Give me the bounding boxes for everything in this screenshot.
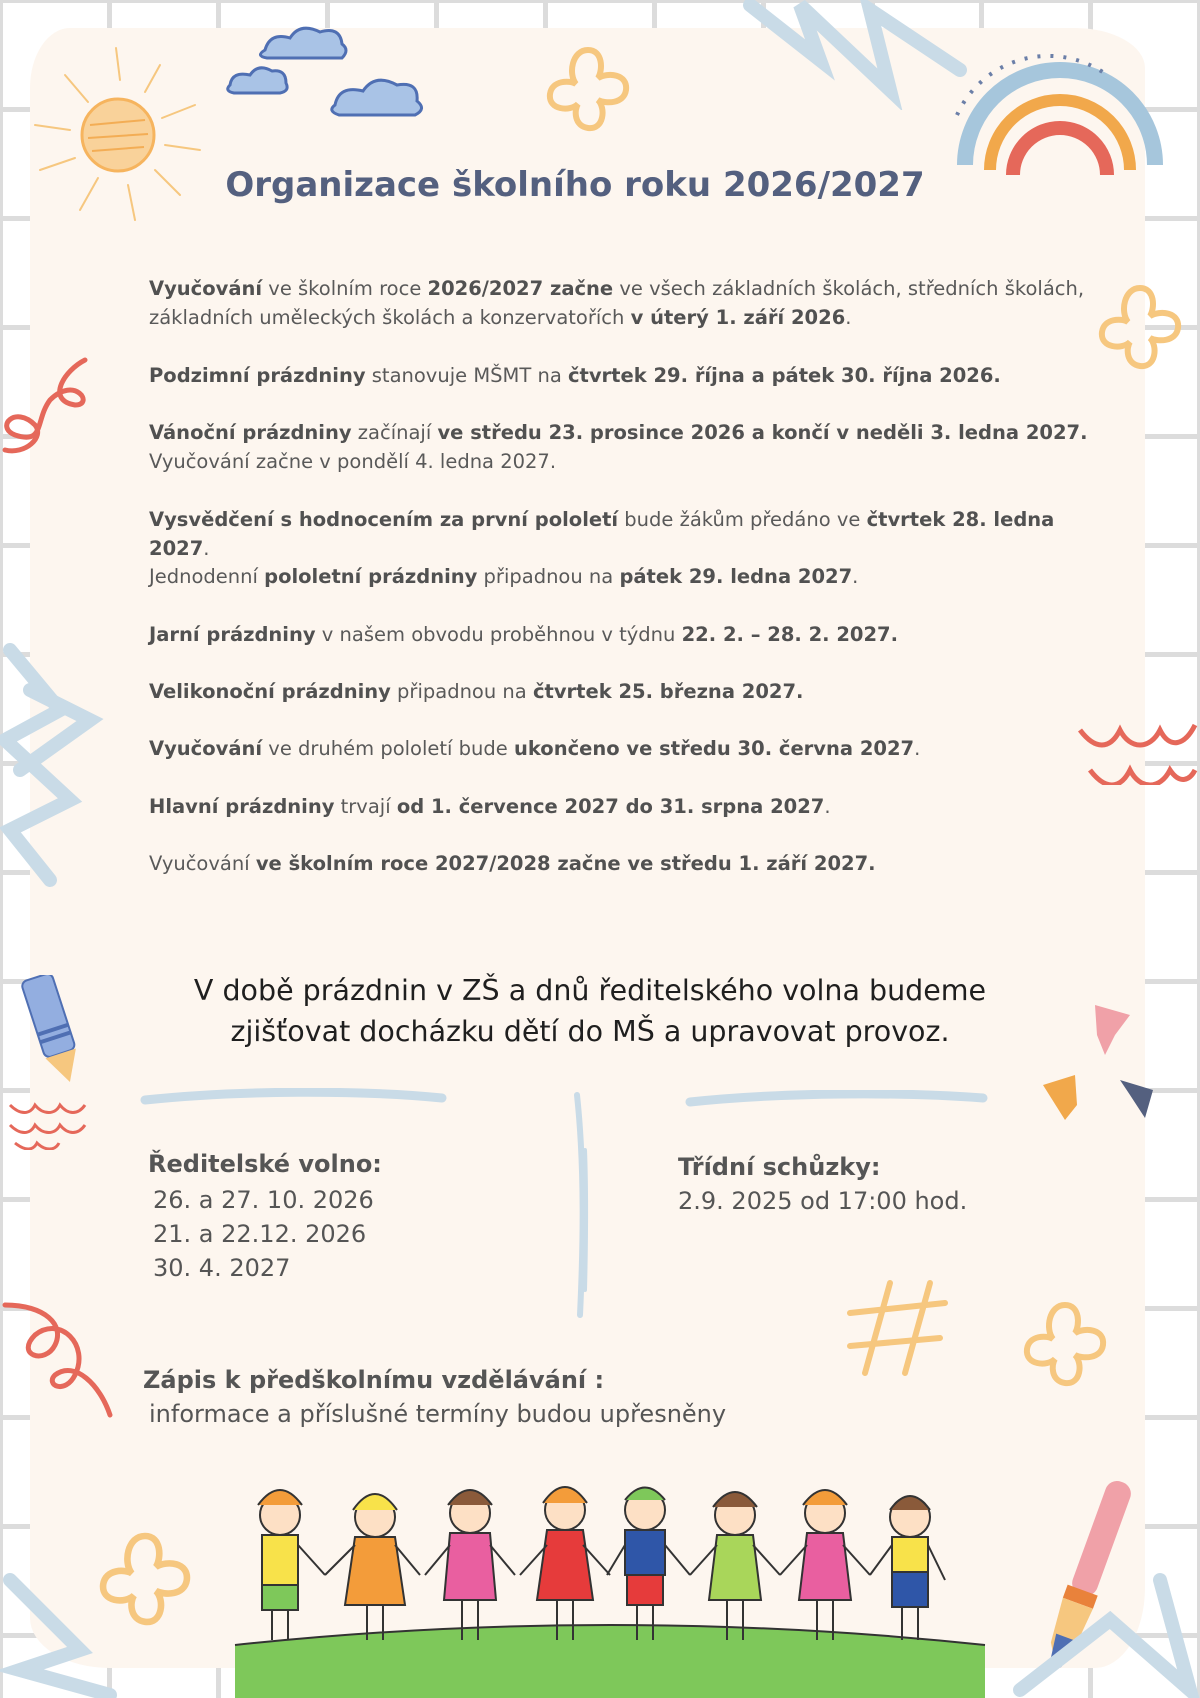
- body-text: .: [852, 565, 859, 588]
- blue-scribble-icon: [990, 1560, 1200, 1698]
- notice-line: zjišťovat docházku dětí do MŠ a upravovat provoz.: [230, 1015, 950, 1048]
- emphasis-text: čtvrtek 28. ledna 2027: [149, 508, 1055, 560]
- schedule-item: [149, 734, 1109, 763]
- emphasis-text: Podzimní prázdniny: [149, 364, 366, 387]
- body-text: bude žákům předáno ve: [618, 508, 867, 531]
- body-text: .: [203, 537, 210, 560]
- divider-line: [685, 1090, 990, 1110]
- body-text: ve druhém pololetí bude: [262, 737, 514, 760]
- director-leave-date: 26. a 27. 10. 2026: [153, 1186, 374, 1214]
- body-text: Vyučování: [149, 852, 256, 875]
- schedule-item: [149, 562, 1109, 591]
- body-text: ve všech základních školách, středních školách, základních uměleckých školách a konzervatořích: [149, 277, 1085, 329]
- emphasis-text: čtvrtek 29. října a pátek 30. října 2026.: [567, 364, 1001, 387]
- emphasis-text: čtvrtek 25. března 2027.: [532, 680, 804, 703]
- blue-scribble-icon: [0, 1560, 130, 1698]
- squiggle-icon: [0, 355, 95, 470]
- body-text: .: [914, 737, 921, 760]
- flower-icon: [1015, 1295, 1115, 1395]
- schedule-item: [149, 677, 1109, 706]
- divider-line: [565, 1090, 595, 1320]
- emphasis-text: pololetní prázdniny: [264, 565, 478, 588]
- emphasis-text: Vysvědčení s hodnocením za první pololetí: [149, 508, 619, 531]
- emphasis-text: v úterý 1. září 2026: [630, 306, 846, 329]
- page-title: Organizace školního roku 2026/2027: [225, 165, 925, 205]
- wave-icon: [5, 1095, 90, 1150]
- clouds-icon: [220, 15, 440, 130]
- emphasis-text: Vyučování: [149, 737, 263, 760]
- emphasis-text: Jarní prázdniny: [149, 623, 316, 646]
- squiggle-icon: [0, 1300, 120, 1420]
- blue-scribble-icon: [0, 630, 110, 890]
- schedule-item: [149, 849, 1109, 878]
- enrollment-text: informace a příslušné termíny budou upřesněny: [149, 1400, 727, 1428]
- emphasis-text: 2026/2027 začne: [427, 277, 614, 300]
- body-text: Vyučování začne v pondělí 4. ledna 2027.: [149, 450, 557, 473]
- emphasis-text: 22. 2. – 28. 2. 2027.: [681, 623, 899, 646]
- body-text: v našem obvodu proběhnou v týdnu: [315, 623, 682, 646]
- class-meetings-heading: Třídní schůzky:: [678, 1153, 881, 1181]
- director-leave-date: 21. a 22.12. 2026: [153, 1220, 367, 1248]
- emphasis-text: Vyučování: [149, 277, 263, 300]
- notice-line: V době prázdnin v ZŠ a dnů ředitelského volna budeme: [193, 974, 987, 1007]
- schedule-item: [149, 418, 1109, 476]
- blue-scribble-icon: [740, 0, 990, 110]
- emphasis-text: ve středu 23. prosince 2026 a končí v neděli 3. ledna 2027.: [437, 421, 1088, 444]
- director-leave-date: 30. 4. 2027: [153, 1254, 291, 1282]
- body-text: ve školním roce: [262, 277, 428, 300]
- body-text: .: [845, 306, 852, 329]
- schedule-item: [149, 620, 1109, 649]
- crayon-icon: [15, 975, 90, 1090]
- flower-icon: [538, 40, 638, 140]
- emphasis-text: Vánoční prázdniny: [149, 421, 352, 444]
- body-text: stanovuje MŠMT na: [365, 364, 568, 387]
- attendance-notice: [120, 970, 1060, 1052]
- divider-line: [140, 1088, 450, 1108]
- emphasis-text: ukončeno ve středu 30. června 2027: [513, 737, 915, 760]
- body-text: Jednodenní: [149, 565, 265, 588]
- emphasis-text: od 1. července 2027 do 31. srpna 2027: [396, 795, 825, 818]
- body-text: připadnou na: [390, 680, 533, 703]
- body-text: trvají: [334, 795, 397, 818]
- hashtag-icon: [845, 1278, 955, 1378]
- children-holding-hands-illustration: [225, 1455, 995, 1698]
- emphasis-text: Hlavní prázdniny: [149, 795, 335, 818]
- schedule-item: [149, 792, 1109, 821]
- schedule-item: [149, 505, 1109, 563]
- body-text: začínají: [351, 421, 438, 444]
- body-text: připadnou na: [477, 565, 620, 588]
- director-leave-heading: Ředitelské volno:: [148, 1150, 382, 1178]
- enrollment-heading: Zápis k předškolnímu vzdělávání :: [143, 1366, 605, 1394]
- emphasis-text: Velikonoční prázdniny: [149, 680, 391, 703]
- schedule-item: [149, 274, 1109, 332]
- emphasis-text: ve školním roce 2027/2028 začne ve středu 1. září 2027.: [255, 852, 876, 875]
- body-text: .: [824, 795, 831, 818]
- schedule-item: [149, 361, 1109, 390]
- emphasis-text: pátek 29. ledna 2027: [619, 565, 853, 588]
- class-meetings-text: 2.9. 2025 od 17:00 hod.: [678, 1187, 968, 1215]
